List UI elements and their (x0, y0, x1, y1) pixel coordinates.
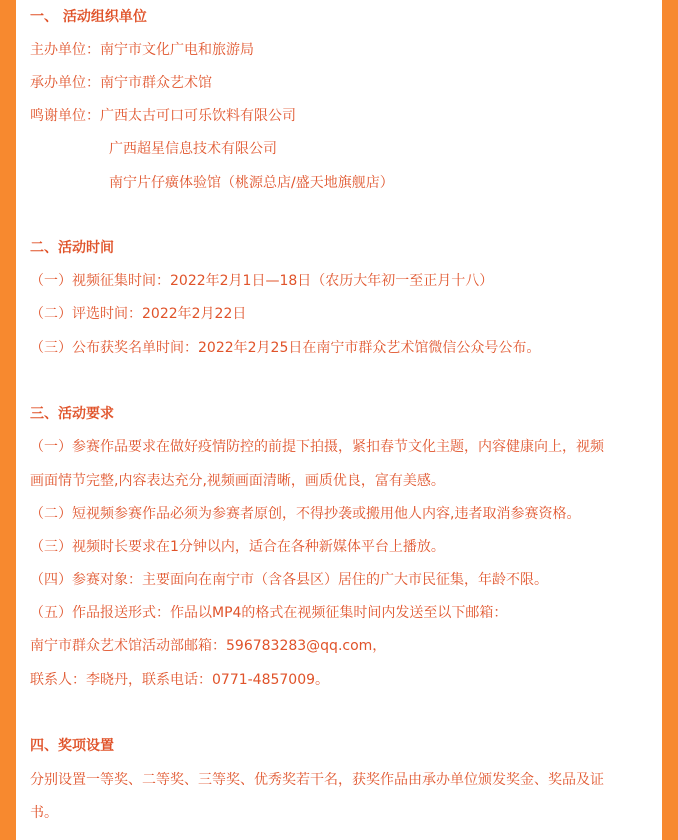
organizer-line: 主办单位：南宁市文化广电和旅游局 (30, 42, 254, 58)
article-body (16, 0, 662, 840)
requirement-1-line1: （一）参赛作品要求在做好疫情防控的前提下拍摄，紧扣春节文化主题，内容健康向上，视频 (30, 439, 604, 455)
section4-heading: 四、奖项设置 (30, 738, 114, 754)
left-orange-border (0, 0, 16, 840)
requirement-3-line: （三）视频时长要求在1分钟以内，适合在各种新媒体平台上播放。 (30, 539, 445, 555)
requirement-5-line: （五）作品报送形式：作品以MP4的格式在视频征集时间内发送至以下邮箱： (30, 605, 508, 621)
review-time-line: （二）评选时间：2022年2月22日 (30, 306, 247, 322)
collection-time-line: （一）视频征集时间：2022年2月1日—18日（农历大年初一至正月十八） (30, 273, 494, 289)
right-orange-border (662, 0, 678, 840)
thanks-line: 鸣谢单位：广西太古可口可乐饮料有限公司 (30, 108, 296, 124)
requirement-2-line: （二）短视频参赛作品必须为参赛者原创，不得抄袭或搬用他人内容,违者取消参赛资格。 (30, 506, 581, 522)
contact-line: 联系人：李晓丹，联系电话：0771-4857009。 (30, 672, 330, 688)
email-line: 南宁市群众艺术馆活动部邮箱：596783283@qq.com， (30, 638, 387, 654)
awards-text-line1: 分别设置一等奖、二等奖、三等奖、优秀奖若干名，获奖作品由承办单位颁发奖金、奖品及证 (30, 772, 604, 788)
requirement-4-line: （四）参赛对象：主要面向在南宁市（含各县区）居住的广大市民征集，年龄不限。 (30, 572, 548, 588)
section2-heading: 二、活动时间 (30, 240, 114, 256)
awards-text-line2: 书。 (30, 805, 58, 821)
section1-heading: 一、 活动组织单位 (30, 9, 147, 25)
announce-time-line: （三）公布获奖名单时间：2022年2月25日在南宁市群众艺术馆微信公众号公布。 (30, 340, 541, 356)
thanks-line-2: 广西超星信息技术有限公司 (109, 141, 277, 157)
thanks-line-3: 南宁片仔癀体验馆（桃源总店/盛天地旗舰店） (109, 175, 394, 191)
section3-heading: 三、活动要求 (30, 406, 114, 422)
undertaker-line: 承办单位：南宁市群众艺术馆 (30, 75, 212, 91)
requirement-1-line2: 画面情节完整,内容表达充分,视频画面清晰，画质优良，富有美感。 (30, 473, 445, 489)
